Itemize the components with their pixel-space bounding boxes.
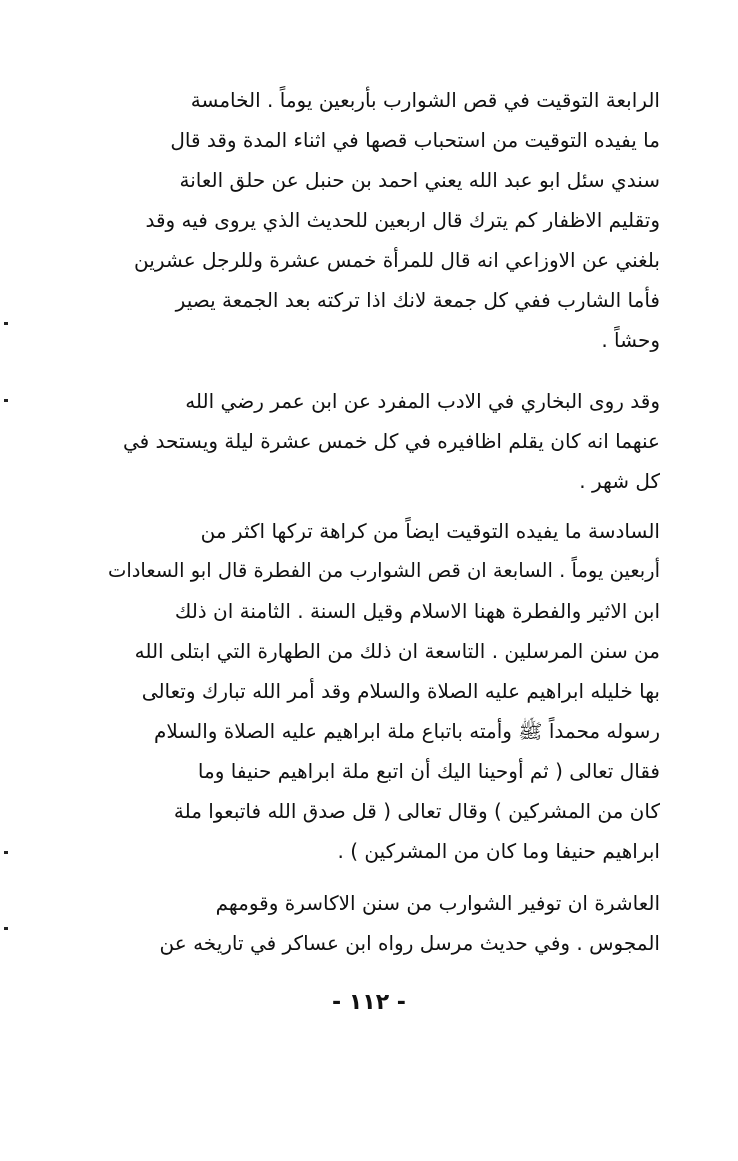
text-line: فقال تعالى ( ثم أوحينا اليك أن اتبع ملة ابراهيم حنيفا وما [197,759,660,783]
text-line: العاشرة ان توفير الشوارب من سنن الاكاسرة وقومهم [215,891,660,915]
paragraph-1 [100,80,660,360]
paragraph-4 [100,883,660,963]
text-line: السادسة ما يفيده التوقيت ايضاً من كراهة تركها اكثر من [200,519,660,543]
text-line: وحشاً . [601,328,660,352]
margin-scan-mark [4,322,8,325]
text-line: ابن الاثير والفطرة ههنا الاسلام وقيل السنة . الثامنة ان ذلك [174,599,660,623]
text-line: وتقليم الاظفار كم يترك قال اربعين للحديث الذي يروى فيه وقد [145,208,660,232]
text-line: بها خليله ابراهيم عليه الصلاة والسلام وقد أمر الله تبارك وتعالى [141,679,660,703]
text-line: عنهما انه كان يقلم اظافيره في كل خمس عشرة ليلة ويستحد في [122,429,660,453]
text-line: كل شهر . [579,469,660,493]
text-line: بلغني عن الاوزاعي انه قال للمرأة خمس عشرة وللرجل عشرين [134,248,660,272]
margin-scan-mark [4,927,8,930]
text-line: رسوله محمداً ﷺ وأمته باتباع ملة ابراهيم عليه الصلاة والسلام [153,719,660,743]
page-number: - ١١٢ - [332,990,406,1015]
text-line: سندي سئل ابو عبد الله يعني احمد بن حنبل عن حلق العانة [179,168,660,192]
margin-scan-mark [4,399,8,402]
text-line: أربعين يوماً . السابعة ان قص الشوارب من الفطرة قال ابو السعادات [107,559,660,582]
text-line: ابراهيم حنيفا وما كان من المشركين ) . [337,839,660,863]
paragraph-3 [100,511,660,871]
text-line: الرابعة التوقيت في قص الشوارب بأربعين يوماً . الخامسة [190,88,660,112]
text-line: وقد روى البخاري في الادب المفرد عن ابن عمر رضي الله [185,389,660,413]
text-line: من سنن المرسلين . التاسعة ان ذلك من الطهارة التي ابتلى الله [134,639,660,663]
paragraph-2 [100,381,660,501]
text-line: ما يفيده التوقيت من استحباب قصها في اثناء المدة وقد قال [170,128,660,152]
text-line: كان من المشركين ) وقال تعالى ( قل صدق الله فاتبعوا ملة [173,799,660,823]
text-line: المجوس . وفي حديث مرسل رواه ابن عساكر في تاريخه عن [159,931,660,955]
text-line: فأما الشارب ففي كل جمعة لانك اذا تركته بعد الجمعة يصير [175,288,660,312]
margin-scan-mark [4,851,8,854]
